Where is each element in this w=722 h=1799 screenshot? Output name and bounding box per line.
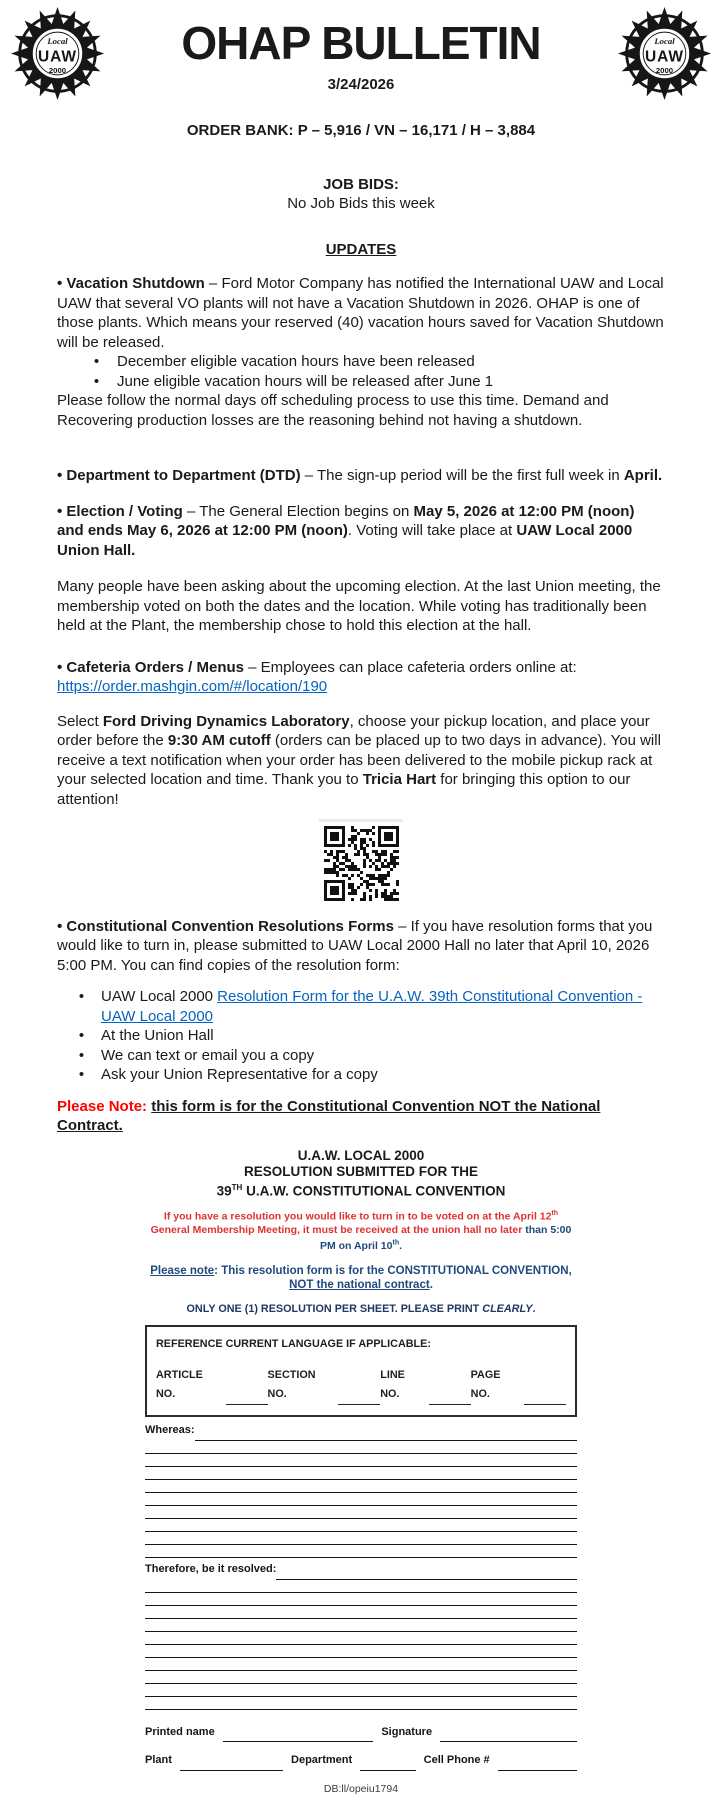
form-note-label: Please note — [150, 1265, 214, 1277]
form-note-mid: : This resolution form is for the CONSTITUTIONAL CONVENTION, — [214, 1265, 572, 1277]
whereas-label: Whereas: — [145, 1421, 195, 1441]
resolution-form — [145, 1148, 577, 1799]
department-label: Department — [291, 1751, 352, 1771]
form-note-line-2 — [145, 1278, 577, 1292]
only-one-text: ONLY ONE (1) RESOLUTION PER SHEET. PLEASE PRINT — [187, 1303, 483, 1315]
page-title: OHAP BULLETIN — [0, 20, 722, 66]
form-note-line-1 — [145, 1264, 577, 1278]
section-no-label: SECTION NO. — [268, 1366, 335, 1405]
cafeteria-order-link-line — [57, 677, 665, 697]
form-note-paragraph — [145, 1264, 577, 1292]
therefore-label: Therefore, be it resolved: — [145, 1560, 276, 1580]
election-text-2: . Voting will take place at — [348, 522, 516, 539]
resolution-item-form-link — [88, 987, 665, 1026]
article-no-label: ARTICLE NO. — [156, 1366, 222, 1405]
whereas-label-line — [145, 1427, 577, 1441]
election-title: • Election / Voting — [57, 503, 183, 520]
form-title-39: 39 — [217, 1183, 232, 1198]
form-blank-line — [145, 1593, 577, 1606]
article-no-field — [156, 1366, 268, 1405]
form-title-line-3 — [145, 1180, 577, 1200]
resolutions-list — [57, 987, 665, 1085]
section-no-field — [268, 1366, 381, 1405]
logo-local-text: Local — [46, 36, 68, 46]
reference-fields-row — [156, 1366, 566, 1405]
section-no-blank — [338, 1394, 380, 1405]
signature-row-1 — [145, 1723, 577, 1743]
bullet-icon: • — [75, 1026, 88, 1046]
job-bids-body: No Job Bids this week — [0, 194, 722, 213]
form-blank-line — [145, 1454, 577, 1467]
form-blank-line — [145, 1645, 577, 1658]
form-blank-line — [145, 1671, 577, 1684]
select-tricia-bold: Tricia Hart — [363, 771, 436, 788]
form-warning-red-1: If you have a resolution you would like to turn in to be voted on at the April 12 — [164, 1211, 552, 1223]
form-blank-line — [145, 1493, 577, 1506]
cell-phone-blank — [498, 1759, 577, 1771]
reference-language-box — [145, 1325, 577, 1417]
dtd-bold-tail: April. — [624, 467, 662, 484]
logo-uaw-text: UAW — [645, 48, 684, 65]
form-blank-line — [145, 1506, 577, 1519]
form-blank-line — [145, 1658, 577, 1671]
dtd-paragraph — [57, 466, 665, 486]
job-bids-section — [0, 175, 722, 213]
article-no-blank — [226, 1394, 268, 1405]
vacation-sub-list — [57, 352, 665, 391]
list-item — [57, 352, 665, 372]
resolution-form-link[interactable]: Resolution Form for the U.A.W. 39th Constitutional Convention - UAW Local 2000 — [101, 988, 642, 1025]
printed-name-blank — [223, 1730, 374, 1742]
form-blank-line — [145, 1697, 577, 1710]
whereas-blank-line — [195, 1429, 577, 1441]
line-no-label: LINE NO. — [380, 1366, 425, 1405]
cafeteria-paragraph — [57, 658, 665, 678]
form-title-rest: U.A.W. CONSTITUTIONAL CONVENTION — [242, 1183, 505, 1198]
form-warning-superscript-1: th — [551, 1210, 558, 1217]
form-warning-red-2: General Membership Meeting, it must be received at the union hall no later — [151, 1224, 526, 1236]
cafeteria-body: – Employees can place cafeteria orders online at: — [244, 659, 577, 676]
therefore-section — [145, 1566, 577, 1710]
logo-local-text: Local — [653, 36, 675, 46]
updates-heading: UPDATES — [0, 241, 722, 258]
form-note-end: . — [430, 1279, 433, 1291]
job-bids-heading: JOB BIDS: — [0, 175, 722, 194]
logo-uaw-text: UAW — [38, 48, 77, 65]
resolutions-paragraph — [57, 917, 665, 976]
form-warning-superscript-2: th — [393, 1240, 400, 1247]
whereas-section — [145, 1427, 577, 1558]
printed-name-label: Printed name — [145, 1723, 215, 1743]
vacation-item-december: December eligible vacation hours have been released — [103, 352, 475, 372]
list-item — [57, 1026, 665, 1046]
election-dates-bold: May 5, 2026 at 12:00 PM (noon) and ends May 6, 2026 at 12:00 PM (noon) — [57, 503, 634, 540]
form-blank-line — [145, 1545, 577, 1558]
order-bank-line: ORDER BANK: P – 5,916 / VN – 16,171 / H – 3,884 — [0, 122, 722, 139]
page-no-blank — [524, 1394, 566, 1405]
cell-phone-label: Cell Phone # — [424, 1751, 490, 1771]
select-text-4: for bringing this option to our attention! — [57, 771, 630, 808]
resolution-item-pre: UAW Local 2000 — [101, 988, 217, 1005]
resolutions-title: • Constitutional Convention Resolutions Forms — [57, 918, 394, 935]
qr-code-wrapper — [319, 819, 403, 907]
form-note-underlined: NOT the national contract — [289, 1279, 430, 1291]
bullet-icon: • — [75, 1065, 88, 1085]
therefore-label-line — [145, 1566, 577, 1580]
resolution-item-representative: Ask your Union Representative for a copy — [88, 1065, 378, 1085]
form-blank-line — [145, 1619, 577, 1632]
bullet-icon: • — [90, 372, 103, 392]
uaw-local-2000-logo-icon — [9, 5, 106, 102]
reference-box-heading: REFERENCE CURRENT LANGUAGE IF APPLICABLE: — [156, 1335, 566, 1355]
dtd-title: • Department to Department (DTD) — [57, 467, 301, 484]
form-footer-code: DB:ll/opeiu1794 — [145, 1780, 577, 1799]
bullet-icon: • — [90, 352, 103, 372]
list-item — [57, 1046, 665, 1066]
election-location-bold: UAW Local 2000 Union Hall. — [57, 522, 632, 559]
election-paragraph — [57, 502, 665, 561]
election-text-1: – The General Election begins on — [183, 503, 414, 520]
select-lab-bold: Ford Driving Dynamics Laboratory — [103, 713, 350, 730]
cafeteria-order-qr-code-icon — [324, 826, 399, 901]
cafeteria-instructions-paragraph — [57, 712, 665, 810]
form-title-th-superscript: TH — [232, 1183, 243, 1192]
form-only-one-line — [145, 1303, 577, 1316]
list-item — [57, 1065, 665, 1085]
vacation-shutdown-title: • Vacation Shutdown — [57, 275, 205, 292]
select-text-1: Select — [57, 713, 103, 730]
logo-2000-text: 2000 — [49, 66, 66, 75]
form-blank-line — [145, 1532, 577, 1545]
form-blank-line — [145, 1519, 577, 1532]
form-warning-deadline: than 5:00 PM on April 10 — [320, 1224, 571, 1253]
plant-label: Plant — [145, 1751, 172, 1771]
only-one-period: . — [532, 1303, 535, 1315]
uaw-local-2000-logo-icon — [616, 5, 713, 102]
select-cutoff-bold: 9:30 AM cutoff — [168, 732, 271, 749]
form-blank-line — [145, 1580, 577, 1593]
signature-blank — [440, 1730, 577, 1742]
vacation-shutdown-paragraph — [57, 274, 665, 352]
resolution-item-union-hall: At the Union Hall — [88, 1026, 214, 1046]
department-blank — [360, 1759, 416, 1771]
logo-2000-text: 2000 — [656, 66, 673, 75]
form-warning-paragraph — [145, 1207, 577, 1253]
signature-row-2 — [145, 1751, 577, 1771]
select-text-2: , choose your pickup location, and place your order before the — [57, 713, 650, 750]
form-blank-line — [145, 1480, 577, 1493]
only-one-clearly-italic: CLEARLY — [482, 1303, 532, 1315]
bulletin-date: 3/24/2026 — [0, 76, 722, 93]
form-blank-line — [145, 1684, 577, 1697]
form-title-line-1: U.A.W. LOCAL 2000 — [145, 1148, 577, 1164]
form-blank-line — [145, 1606, 577, 1619]
vacation-shutdown-body: – Ford Motor Company has notified the International UAW and Local UAW that several VO plants will not have a Vacation Shutdown in 2026. OHAP is one of those plants. Which means your reserved (40) vacation hours saved for Vacation Shutdown will be released. — [57, 275, 664, 351]
please-note-body: this form is for the Constitutional Convention NOT the National Contract. — [57, 1098, 600, 1135]
bulletin-header — [0, 0, 722, 104]
plant-blank — [180, 1759, 283, 1771]
header-center — [0, 0, 722, 93]
page-no-label: PAGE NO. — [471, 1366, 520, 1405]
dtd-body: – The sign-up period will be the first full week in — [301, 467, 624, 484]
form-title-line-2: RESOLUTION SUBMITTED FOR THE — [145, 1164, 577, 1180]
form-warning-period: . — [399, 1240, 402, 1252]
form-blank-line — [145, 1632, 577, 1645]
list-item — [57, 372, 665, 392]
vacation-item-june: June eligible vacation hours will be released after June 1 — [103, 372, 493, 392]
resolutions-body: – If you have resolution forms that you would like to turn in, please submitted to UAW Local 2000 Hall no later that April 10, 2026 5:00 PM. You can find copies of the resolution form: — [57, 918, 652, 974]
form-blank-line — [145, 1441, 577, 1454]
vacation-footer-paragraph: Please follow the normal days off scheduling process to use this time. Demand and Recovering production losses are the reasoning behind not having a shutdown. — [57, 391, 665, 430]
cafeteria-title: • Cafeteria Orders / Menus — [57, 659, 244, 676]
resolution-item-text-email: We can text or email you a copy — [88, 1046, 314, 1066]
page-no-field — [471, 1366, 566, 1405]
bullet-icon: • — [75, 1046, 88, 1066]
mashgin-order-link[interactable]: https://order.mashgin.com/#/location/190 — [57, 678, 327, 695]
therefore-blank-line — [276, 1568, 577, 1580]
please-note-line — [57, 1097, 665, 1136]
form-blank-line — [145, 1467, 577, 1480]
please-note-label: Please Note: — [57, 1098, 151, 1115]
select-text-3: (orders can be placed up to two days in advance). You will receive a text notification when your order has been delivered to the mobile pickup rack at your selected location and time. Thank you to — [57, 732, 661, 788]
bullet-icon: • — [75, 987, 88, 1026]
election-detail-paragraph: Many people have been asking about the upcoming election. At the last Union meeting, the membership voted on both the dates and the location. While voting has traditionally been held at the Plant, the membership chose to hold this election at the hall. — [57, 577, 665, 636]
bulletin-body — [0, 274, 722, 1799]
line-no-field — [380, 1366, 470, 1405]
list-item — [57, 987, 665, 1026]
line-no-blank — [429, 1394, 471, 1405]
signature-label: Signature — [381, 1723, 432, 1743]
